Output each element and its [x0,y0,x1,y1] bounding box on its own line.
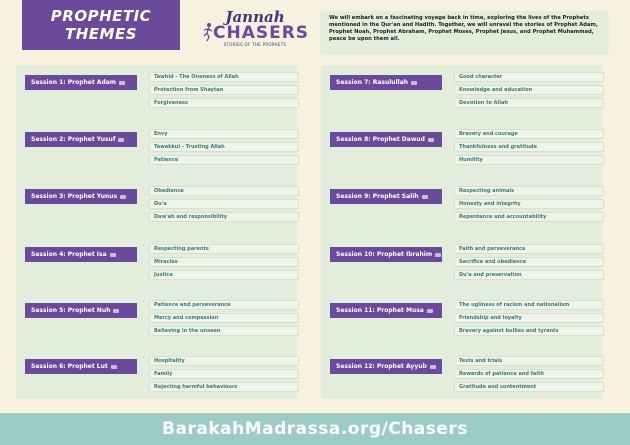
session-label [25,132,137,147]
book-icon [427,309,433,313]
session-label [330,75,442,90]
theme-item: Devotion to Allah [454,98,604,108]
theme-item: Sacrifice and obedience [454,257,604,267]
session-label [25,303,137,318]
book-icon [113,309,119,313]
theme-item: Du'a [149,199,299,209]
session-label [330,189,442,204]
theme-item: Envy [149,129,299,139]
book-icon [110,253,116,257]
session-label [330,132,442,147]
book-icon [430,365,436,369]
page-title [22,7,180,43]
book-icon [411,81,417,85]
session-title: Session 4: Prophet Isa [31,251,107,258]
theme-item: Repentance and accountability [454,212,604,222]
session-title: Session 3: Prophet Yunus [31,193,118,200]
theme-item: Bravery against bullies and tyrants [454,326,604,336]
session-title: Session 2: Prophet Yusuf [31,136,116,143]
book-icon [119,81,125,85]
book-icon [428,138,434,142]
session-label [25,359,137,374]
theme-item: Respecting parents [149,244,299,254]
session-title: Session 7: Rasulullah [336,79,409,86]
runner-icon [203,22,213,42]
theme-item: Family [149,369,299,379]
session-title: Session 11: Prophet Musa [336,307,424,314]
theme-item: Good character [454,72,604,82]
theme-item: Rewards of patience and faith [454,369,604,379]
session-title: Session 10: Prophet Ibrahim [336,251,433,258]
footer-url[interactable]: BarakahMadrassa.org/Chasers [162,419,468,439]
book-icon [435,253,441,257]
theme-item: Obedience [149,186,299,196]
session-title: Session 5: Prophet Nuh [31,307,111,314]
theme-item: Du'a and preservation [454,270,604,280]
theme-item: Patience [149,155,299,165]
session-title: Session 12: Prophet Ayyub [336,363,427,370]
theme-item: Miracles [149,257,299,267]
session-title: Session 1: Prophet Adam [31,79,117,86]
theme-item: Tawhid - The Oneness of Allah [149,72,299,82]
title-banner [22,0,180,50]
theme-item: The ugliness of racism and nationalism [454,300,604,310]
logo-subtitle: STORIES OF THE PROPHETS [223,42,287,47]
session-title: Session 6: Prophet Lut [31,363,108,370]
session-title: Session 9: Prophet Salih [336,193,419,200]
session-title: Session 8: Prophet Dawud [336,136,425,143]
session-label [330,359,442,374]
theme-item: Respecting animals [454,186,604,196]
session-label [330,247,442,262]
session-label [25,75,137,90]
theme-item: Faith and perseverance [454,244,604,254]
theme-item: Hospitality [149,356,299,366]
footer-banner [0,413,630,445]
theme-item: Daw'ah and responsibility [149,212,299,222]
theme-item: Honesty and integrity [454,199,604,209]
theme-item: Justice [149,270,299,280]
theme-item: Friendship and loyalty [454,313,604,323]
theme-item: Protection from Shaytan [149,85,299,95]
theme-item: Rejecting harmful behaviours [149,382,299,392]
theme-item: Humility [454,155,604,165]
theme-item: Bravery and courage [454,129,604,139]
logo-line2: CHASERS [213,23,310,43]
left-sessions-panel [16,65,297,399]
theme-item: Gratitude and contentment [454,382,604,392]
jannah-chasers-logo [203,8,310,52]
page-title-text: PROPHETIC THEMES [50,7,152,43]
theme-item: Knowledge and education [454,85,604,95]
book-icon [422,195,428,199]
book-icon [120,195,126,199]
theme-item: Tawakkul - Trusting Allah [149,142,299,152]
session-label [25,189,137,204]
intro-text: We will embark on a fascinating voyage back in time, exploring the lives of the Prophets mentioned in the Qur'an and Hadith. Together, we will unravel the stories of Prophet Adam, Prophet Noah, Prophet Abraham, Prophet Moses, Prophet Jesus, and Prophet Muhammad, peace be upon them all. [320,11,609,55]
theme-item: Believing in the unseen [149,326,299,336]
theme-item: Tests and trials [454,356,604,366]
session-label [330,303,442,318]
book-icon [111,365,117,369]
logo-line1: Jannah [225,8,285,26]
right-sessions-panel [321,65,602,399]
theme-item: Patience and perseverance [149,300,299,310]
theme-item: Mercy and compassion [149,313,299,323]
book-icon [118,138,124,142]
session-label [25,247,137,262]
theme-item: Forgiveness [149,98,299,108]
theme-item: Thankfulness and gratitude [454,142,604,152]
